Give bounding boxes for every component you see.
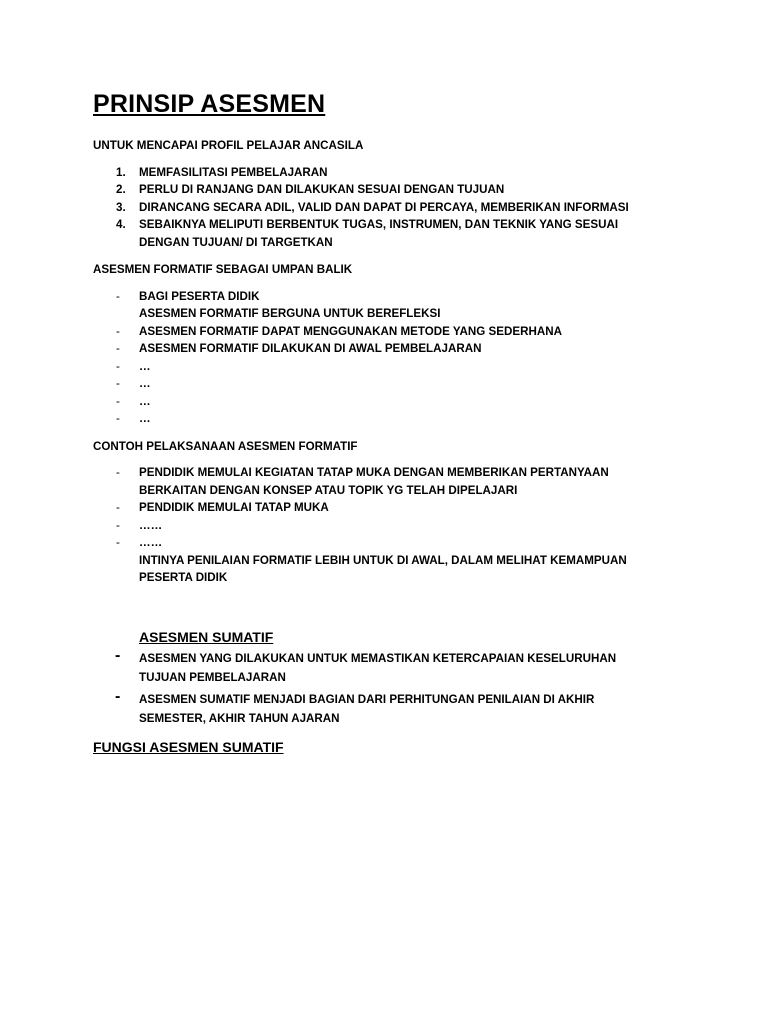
list-item-text: ASESMEN SUMATIF MENJADI BAGIAN DARI PERHITUNGAN PENILAIAN DI AKHIR [139,692,595,706]
list-item [93,393,693,411]
dash-bullet: - [116,394,120,408]
section-heading-fungsi-sumatif: FUNGSI ASESMEN SUMATIF [93,738,284,755]
section-heading-sumatif: ASESMEN SUMATIF [139,628,274,645]
list-item-text: ASESMEN FORMATIF BERGUNA UNTUK BEREFLEKSI [139,307,441,320]
list-number: 2. [116,183,126,196]
bullet-list-contoh [93,464,693,587]
list-item [93,323,693,341]
list-item-text: MEMFASILITASI PEMBELAJARAN [139,165,328,179]
list-item [93,375,693,393]
list-item-text: ASESMEN FORMATIF DAPAT MENGGUNAKAN METODE YANG SEDERHANA [139,324,562,338]
list-number: 1. [116,165,126,179]
dash-bullet: - [116,324,120,338]
list-item [93,199,693,217]
list-item-text: PENDIDIK MEMULAI KEGIATAN TATAP MUKA DENGAN MEMBERIKAN PERTANYAAN [139,466,609,479]
dash-bullet: - [116,359,120,373]
list-item-text: … [139,412,151,425]
list-item-text: INTINYA PENILAIAN FORMATIF LEBIH UNTUK DI AWAL, DALAM MELIHAT KEMAMPUAN [139,553,627,567]
section-heading-formatif: ASESMEN FORMATIF SEBAGAI UMPAN BALIK [93,263,353,276]
list-item-text: PERLU DI RANJANG DAN DILAKUKAN SESUAI DENGAN TUJUAN [139,183,505,196]
list-item-text: …… [139,518,163,532]
dash-bullet: - [116,289,120,303]
list-item [93,164,693,182]
list-item-text: BAGI PESERTA DIDIK [139,289,260,303]
dash-bullet: - [115,646,121,664]
list-item-text: SEMESTER, AKHIR TAHUN AJARAN [139,712,340,725]
list-item-text: BERKAITAN DENGAN KONSEP ATAU TOPIK YG TELAH DIPELAJARI [139,483,518,497]
list-item [93,358,693,376]
numbered-list-prinsip [93,164,693,252]
list-item-text: PESERTA DIDIK [139,571,228,584]
list-item [93,499,693,517]
list-item-text: ASESMEN YANG DILAKUKAN UNTUK MEMASTIKAN KETERCAPAIAN KESELURUHAN [139,651,617,665]
list-item-text: … [139,359,151,373]
bullet-list-sumatif [93,646,693,729]
list-item [93,534,693,587]
list-item [93,646,693,688]
document-page [93,86,693,757]
list-item-text: … [139,377,151,390]
list-number: 3. [116,200,126,214]
dash-bullet: - [116,342,120,355]
list-item [93,687,693,729]
list-item [93,288,693,323]
dash-bullet: - [116,518,120,532]
list-item [93,464,693,499]
list-item-text: TUJUAN PEMBELAJARAN [139,671,286,684]
list-item-text: SEBAIKNYA MELIPUTI BERBENTUK TUGAS, INSTRUMEN, DAN TEKNIK YANG SESUAI [139,218,619,231]
dash-bullet: - [116,377,120,390]
document-title: PRINSIP ASESMEN [93,90,326,118]
dash-bullet: - [116,536,120,549]
list-item-text: PENDIDIK MEMULAI TATAP MUKA [139,501,329,514]
list-item [93,181,693,199]
list-item [93,216,693,251]
dash-bullet: - [116,466,120,479]
list-item-text: DENGAN TUJUAN/ DI TARGETKAN [139,235,333,249]
section-heading-profil: UNTUK MENCAPAI PROFIL PELAJAR ANCASILA [93,139,364,152]
list-item [93,410,693,428]
section-heading-contoh: CONTOH PELAKSANAAN ASESMEN FORMATIF [93,439,358,453]
list-item-text: DIRANCANG SECARA ADIL, VALID DAN DAPAT DI PERCAYA, MEMBERIKAN INFORMASI [139,200,629,214]
dash-bullet: - [115,687,121,705]
list-number: 4. [116,218,126,231]
list-item [93,340,693,358]
list-item-text: ASESMEN FORMATIF DILAKUKAN DI AWAL PEMBELAJARAN [139,342,482,355]
bullet-list-formatif [93,288,693,428]
dash-bullet: - [116,412,120,425]
list-item [93,517,693,535]
list-item-text: … [139,394,151,408]
list-item-text: …… [139,536,163,549]
dash-bullet: - [116,501,120,514]
